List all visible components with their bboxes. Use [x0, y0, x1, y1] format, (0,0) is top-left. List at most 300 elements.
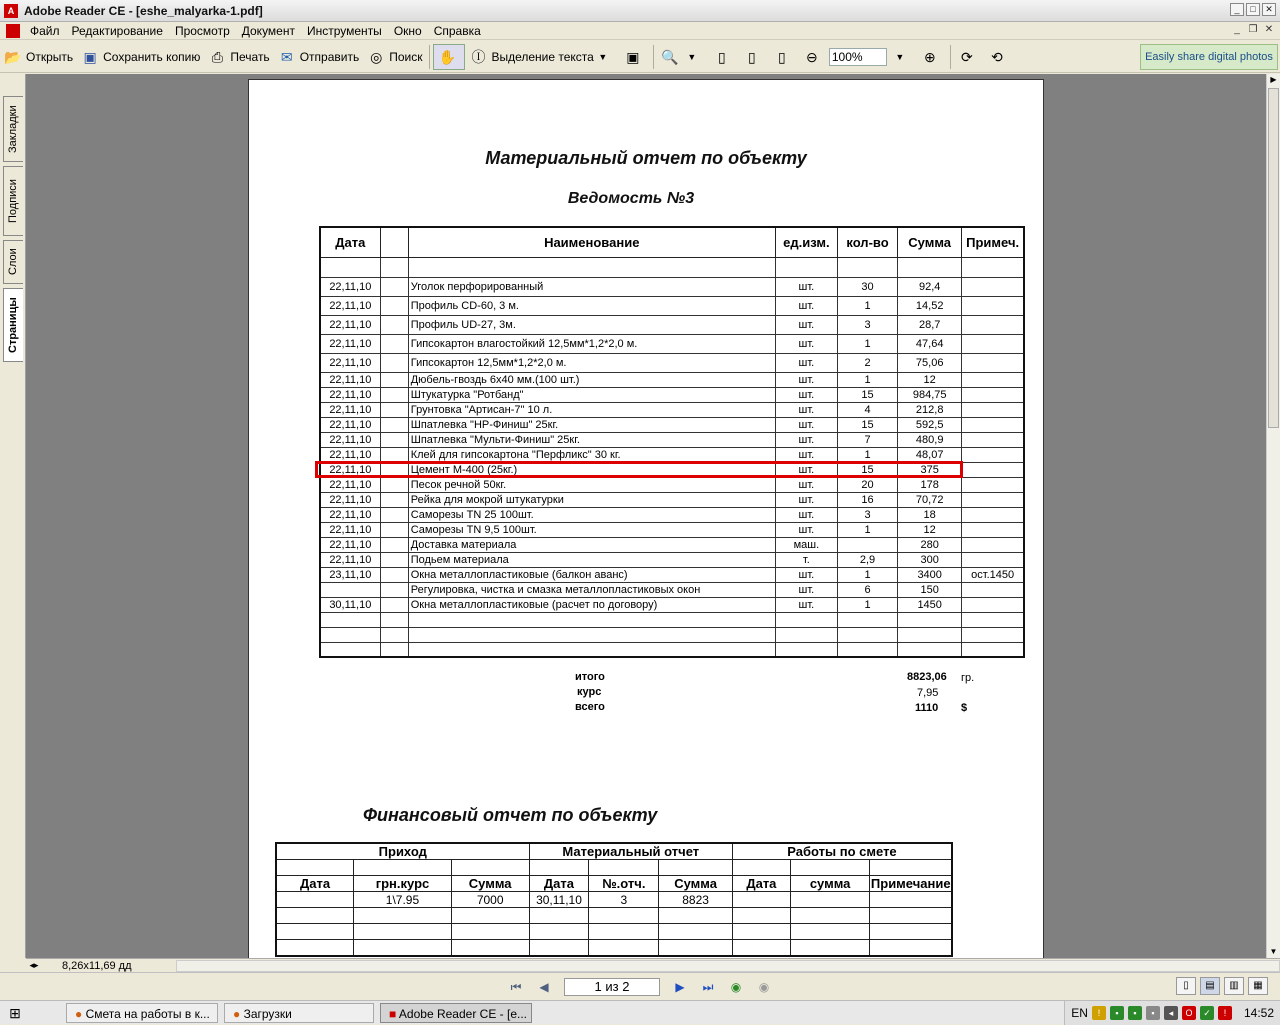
table-cell: 47,64 — [898, 334, 962, 353]
table-cell: 22,11,10 — [320, 277, 380, 296]
grand-total-label: всего — [575, 701, 605, 713]
menu-document[interactable]: Документ — [241, 23, 295, 38]
financial-table — [275, 842, 953, 957]
table-cell: 1 — [837, 567, 897, 582]
taskbar-item-adobe-reader[interactable] — [380, 1003, 532, 1023]
print-button[interactable] — [204, 44, 273, 70]
toolbar-separator — [950, 45, 951, 69]
group-material: Материальный отчет — [529, 843, 732, 860]
table-cell: 22,11,10 — [320, 296, 380, 315]
send-label: Отправить — [299, 49, 360, 64]
table-cell — [962, 372, 1024, 387]
table-row — [320, 522, 1024, 537]
zoom-tool-button[interactable] — [657, 44, 709, 70]
table-cell — [380, 334, 408, 353]
open-label: Открыть — [26, 49, 74, 64]
group-works: Работы по смете — [732, 843, 952, 860]
table-cell — [380, 315, 408, 334]
table-cell: шт. — [775, 447, 837, 462]
network-icon[interactable]: ▪ — [1110, 1006, 1124, 1020]
close-button[interactable]: ✕ — [1262, 3, 1276, 16]
table-cell: шт. — [775, 492, 837, 507]
navigation-panel-tabs — [0, 74, 26, 958]
table-row — [320, 627, 1024, 642]
table-cell — [380, 522, 408, 537]
table-cell: шт. — [775, 353, 837, 372]
zoom-in-button[interactable] — [917, 44, 947, 70]
table-cell: 3 — [837, 507, 897, 522]
taskbar-item-label: Загрузки — [243, 1006, 292, 1021]
table-cell: 22,11,10 — [320, 552, 380, 567]
table-cell: шт. — [775, 432, 837, 447]
table-row — [320, 552, 1024, 567]
table-cell — [380, 477, 408, 492]
fin-header-row — [276, 876, 952, 892]
table-cell — [380, 567, 408, 582]
table-cell: шт. — [775, 402, 837, 417]
table-cell: Доставка материала — [408, 537, 775, 552]
save-copy-label: Сохранить копию — [103, 49, 201, 64]
total-unit: гр. — [961, 672, 975, 684]
fin-group-row — [276, 843, 952, 860]
table-spacer-row — [320, 257, 1024, 277]
fin-cell: 8823 — [659, 892, 733, 908]
fin-col-work-date: Дата — [732, 876, 790, 892]
table-cell: маш. — [775, 537, 837, 552]
zoom-out-button[interactable] — [799, 44, 829, 70]
send-button[interactable] — [274, 44, 364, 70]
table-row — [320, 582, 1024, 597]
table-cell: 20 — [837, 477, 897, 492]
scroll-down-arrow[interactable]: ▼ — [1269, 947, 1278, 956]
table-cell: 22,11,10 — [320, 477, 380, 492]
page-icon: ▯ — [717, 48, 726, 65]
opera-icon[interactable]: O — [1182, 1006, 1196, 1020]
tab-layers[interactable]: Слои — [3, 240, 23, 284]
zoom-out-icon: ⊖ — [805, 48, 818, 65]
single-page-layout-button[interactable]: ▯ — [1176, 977, 1196, 995]
shield-icon[interactable]: ! — [1092, 1006, 1106, 1020]
table-cell — [962, 522, 1024, 537]
fit-width-button[interactable] — [769, 44, 799, 70]
table-cell — [962, 417, 1024, 432]
table-cell — [380, 402, 408, 417]
table-cell — [962, 552, 1024, 567]
system-tray — [1064, 1001, 1280, 1025]
language-indicator[interactable]: EN — [1071, 1006, 1088, 1020]
col-sum: Сумма — [898, 227, 962, 257]
table-cell: шт. — [775, 477, 837, 492]
tray-check-icon[interactable]: ✓ — [1200, 1006, 1214, 1020]
table-cell: 12 — [898, 372, 962, 387]
window-controls — [1230, 3, 1276, 16]
table-row — [320, 567, 1024, 582]
table-cell: Регулировка, чистка и смазка металлопластиковых окон — [408, 582, 775, 597]
table-row — [320, 507, 1024, 522]
menu-help[interactable]: Справка — [433, 23, 481, 38]
grand-total-unit: $ — [961, 702, 968, 714]
select-text-button[interactable] — [465, 44, 619, 70]
table-cell: 1 — [837, 447, 897, 462]
table-cell: 75,06 — [898, 353, 962, 372]
table-cell: Окна металлопластиковые (расчет по договору) — [408, 597, 775, 612]
table-cell: 15 — [837, 387, 897, 402]
report-subtitle: Ведомость №3 — [567, 190, 695, 207]
fin-col-report-no: №.отч. — [589, 876, 659, 892]
grand-total-value: 1110 — [915, 702, 939, 714]
floppy-icon: ▣ — [83, 48, 97, 65]
text-cursor-icon: Ⓘ — [471, 48, 486, 65]
actual-size-button[interactable] — [709, 44, 739, 70]
chevron-down-icon: ▼ — [598, 51, 608, 62]
taskbar-item-label: Смета на работы в к... — [85, 1006, 210, 1021]
fin-col-note: Примечание — [870, 876, 951, 891]
table-row — [320, 402, 1024, 417]
fin-col-work-sum: сумма — [790, 876, 870, 892]
col-date: Дата — [320, 227, 380, 257]
table-cell — [962, 432, 1024, 447]
rate-label: курс — [577, 686, 602, 698]
table-cell: 7 — [837, 432, 897, 447]
table-cell — [380, 552, 408, 567]
page-size-label: 8,26x11,69 дд — [62, 959, 132, 972]
table-row — [320, 417, 1024, 432]
zoom-dropdown[interactable] — [887, 44, 917, 70]
table-cell: 178 — [898, 477, 962, 492]
next-page-button[interactable]: ▶ — [675, 979, 685, 994]
continuous-facing-layout-button[interactable]: ▦ — [1248, 977, 1268, 995]
table-cell: 22,11,10 — [320, 537, 380, 552]
table-cell — [380, 417, 408, 432]
table-cell — [380, 582, 408, 597]
table-row — [276, 924, 952, 940]
table-cell — [962, 277, 1024, 296]
table-cell — [380, 372, 408, 387]
table-cell: 22,11,10 — [320, 522, 380, 537]
table-cell: 984,75 — [898, 387, 962, 402]
toolbar-separator — [653, 45, 654, 69]
magnifier-icon: 🔍 — [661, 48, 679, 65]
rate-value: 7,95 — [917, 687, 939, 699]
volume-icon[interactable]: ◂ — [1164, 1006, 1178, 1020]
taskbar-item-downloads[interactable] — [224, 1003, 374, 1023]
table-cell: 18 — [898, 507, 962, 522]
table-row — [320, 612, 1024, 627]
fit-page-icon: ▯ — [747, 48, 756, 65]
materials-table-body — [320, 257, 1024, 657]
table-row — [276, 892, 952, 908]
table-cell: 150 — [898, 582, 962, 597]
start-button[interactable]: ⊞ — [9, 1004, 21, 1021]
table-cell: Саморезы TN 9,5 100шт. — [408, 522, 775, 537]
table-cell: 22,11,10 — [320, 447, 380, 462]
table-cell — [962, 507, 1024, 522]
table-cell: 22,11,10 — [320, 334, 380, 353]
table-cell: 16 — [837, 492, 897, 507]
tray-tool-icon[interactable]: ▪ — [1146, 1006, 1160, 1020]
chevron-down-icon: ▼ — [895, 51, 905, 62]
table-cell: 1 — [837, 334, 897, 353]
table-cell: 1 — [837, 522, 897, 537]
doc-restore-button[interactable]: ❐ — [1248, 24, 1258, 35]
table-cell — [962, 402, 1024, 417]
table-row — [276, 940, 952, 956]
group-income: Приход — [276, 843, 529, 860]
doc-close-button[interactable]: ✕ — [1264, 24, 1274, 35]
fin-cell — [870, 892, 952, 908]
table-cell: Песок речной 50кг. — [408, 477, 775, 492]
table-cell: 480,9 — [898, 432, 962, 447]
table-cell — [380, 597, 408, 612]
table-cell: 23,11,10 — [320, 567, 380, 582]
pdf-page — [248, 79, 1044, 958]
table-cell: Цемент М-400 (25кг.) — [408, 462, 775, 477]
adobe-reader-icon: ■ — [389, 1006, 397, 1021]
table-cell: 22,11,10 — [320, 507, 380, 522]
table-cell: 28,7 — [898, 315, 962, 334]
col-blank — [380, 227, 408, 257]
firefox-icon: ● — [75, 1006, 83, 1021]
table-cell — [962, 462, 1024, 477]
fit-width-icon: ▯ — [777, 48, 786, 65]
page-layout-buttons — [1176, 977, 1268, 995]
folder-icon: 📂 — [4, 48, 22, 65]
open-button[interactable] — [0, 44, 77, 70]
chevron-down-icon: ▼ — [687, 51, 697, 62]
document-window-controls — [1230, 24, 1276, 37]
table-cell: 14,52 — [898, 296, 962, 315]
table-cell: шт. — [775, 417, 837, 432]
table-header-row — [320, 227, 1024, 257]
table-row — [320, 492, 1024, 507]
table-cell: Гипсокартон влагостойкий 12,5мм*1,2*2,0 м. — [408, 334, 775, 353]
table-cell: т. — [775, 552, 837, 567]
table-cell: 2,9 — [837, 552, 897, 567]
rotate-button[interactable] — [954, 44, 984, 70]
table-row — [320, 432, 1024, 447]
table-cell: шт. — [775, 462, 837, 477]
table-cell: 15 — [837, 417, 897, 432]
table-cell: 22,11,10 — [320, 353, 380, 372]
page-navigation-bar — [0, 972, 1280, 1000]
vertical-scrollbar[interactable] — [1266, 74, 1280, 958]
split-handle-icon[interactable]: ◂▸ — [29, 960, 39, 970]
table-cell — [962, 315, 1024, 334]
materials-table — [319, 226, 1025, 658]
minimize-button[interactable]: _ — [1230, 3, 1244, 16]
table-cell: 3400 — [898, 567, 962, 582]
table-cell — [962, 387, 1024, 402]
snapshot-button[interactable] — [620, 44, 650, 70]
table-row — [320, 277, 1024, 296]
search-button[interactable] — [363, 44, 426, 70]
continuous-layout-button[interactable]: ▤ — [1200, 977, 1220, 995]
table-cell: Окна металлопластиковые (балкон аванс) — [408, 567, 775, 582]
table-cell: Подьем материала — [408, 552, 775, 567]
previous-view-button[interactable]: ◉ — [730, 979, 742, 994]
clock: 14:52 — [1243, 1006, 1274, 1020]
table-cell: 1 — [837, 597, 897, 612]
tab-bookmarks[interactable]: Закладки — [3, 96, 23, 162]
table-cell: шт. — [775, 582, 837, 597]
rotate-left-button[interactable] — [984, 44, 1014, 70]
fin-cell: 3 — [589, 892, 659, 908]
table-row — [320, 296, 1024, 315]
table-cell — [962, 477, 1024, 492]
title-bar — [0, 0, 1280, 22]
table-cell — [380, 507, 408, 522]
table-cell: Профиль UD-27, 3м. — [408, 315, 775, 334]
table-cell: 2 — [837, 353, 897, 372]
tray-alert-icon[interactable]: ! — [1218, 1006, 1232, 1020]
firefox-icon: ● — [233, 1006, 241, 1021]
table-cell: Шпатлевка "НР-Финиш" 25кг. — [408, 417, 775, 432]
menu-edit[interactable]: Редактирование — [71, 23, 163, 38]
fin-col-rate: грн.курс — [354, 876, 452, 892]
scroll-thumb[interactable] — [1268, 88, 1279, 428]
window-title: Adobe Reader CE - [eshe_malyarka-1.pdf] — [24, 3, 263, 18]
previous-page-button[interactable]: ◀ — [539, 979, 549, 994]
table-row — [320, 537, 1024, 552]
email-icon: ✉ — [280, 48, 293, 65]
next-view-button[interactable]: ◉ — [758, 979, 770, 994]
table-cell: 6 — [837, 582, 897, 597]
fin-spacer-row — [276, 860, 952, 876]
table-cell: 22,11,10 — [320, 432, 380, 447]
menu-view[interactable]: Просмотр — [174, 23, 230, 38]
taskbar — [0, 1000, 1280, 1024]
table-cell — [962, 353, 1024, 372]
table-cell: 592,5 — [898, 417, 962, 432]
fin-cell: 30,11,10 — [529, 892, 589, 908]
tab-pages[interactable]: Страницы — [3, 288, 23, 362]
table-cell: 48,07 — [898, 447, 962, 462]
save-copy-button[interactable] — [77, 44, 204, 70]
fin-cell — [732, 892, 790, 908]
table-cell: 12 — [898, 522, 962, 537]
table-cell — [380, 277, 408, 296]
total-label: итого — [575, 671, 605, 683]
table-row — [320, 315, 1024, 334]
table-cell — [380, 353, 408, 372]
total-value: 8823,06 — [907, 671, 947, 683]
col-name: Наименование — [408, 227, 775, 257]
table-cell: 212,8 — [898, 402, 962, 417]
hand-tool-button[interactable] — [433, 44, 465, 70]
table-cell: 70,72 — [898, 492, 962, 507]
table-cell: 15 — [837, 462, 897, 477]
table-cell: 30,11,10 — [320, 597, 380, 612]
fin-col-mat-sum: Сумма — [659, 876, 733, 892]
table-cell — [962, 582, 1024, 597]
table-row — [320, 642, 1024, 657]
menu-tools[interactable]: Инструменты — [306, 23, 382, 38]
table-cell: Дюбель-гвоздь 6х40 мм.(100 шт.) — [408, 372, 775, 387]
first-page-button[interactable]: ⏮ — [510, 979, 522, 994]
table-row — [320, 353, 1024, 372]
maximize-button[interactable]: □ — [1246, 3, 1260, 16]
table-cell — [380, 296, 408, 315]
fin-cell: 7000 — [451, 892, 529, 908]
toolbar — [0, 41, 1280, 73]
horizontal-scrollbar[interactable] — [176, 960, 1280, 972]
table-row — [320, 462, 1024, 477]
taskbar-item-firefox-estimate[interactable] — [66, 1003, 218, 1023]
document-view[interactable] — [26, 74, 1266, 958]
table-cell: 375 — [898, 462, 962, 477]
search-label: Поиск — [389, 49, 423, 64]
table-cell — [962, 537, 1024, 552]
zoom-input[interactable]: 100% — [829, 48, 887, 66]
page-number-input[interactable]: 1 из 2 — [564, 978, 660, 996]
camera-icon: ▣ — [626, 48, 640, 65]
doc-minimize-button[interactable]: _ — [1234, 24, 1240, 35]
table-cell: Шпатлевка "Мульти-Финиш" 25кг. — [408, 432, 775, 447]
col-unit: ед.изм. — [775, 227, 837, 257]
table-cell: ост.1450 — [962, 567, 1024, 582]
menu-window[interactable]: Окно — [393, 23, 422, 38]
report-title: Материальный отчет по объекту — [485, 148, 807, 168]
table-cell: 1 — [837, 296, 897, 315]
table-cell — [380, 387, 408, 402]
fin-col-date: Дата — [276, 876, 354, 892]
table-cell — [380, 462, 408, 477]
facing-layout-button[interactable]: ▥ — [1224, 977, 1244, 995]
table-cell: 1450 — [898, 597, 962, 612]
fin-cell — [276, 892, 354, 908]
table-cell — [962, 334, 1024, 353]
table-cell: шт. — [775, 315, 837, 334]
table-cell — [962, 492, 1024, 507]
promo-button[interactable]: Easily share digital photos — [1140, 44, 1278, 70]
rotate-icon: ⟳ — [960, 48, 973, 65]
table-row — [320, 597, 1024, 612]
app-tray-icon[interactable]: ▪ — [1128, 1006, 1142, 1020]
table-cell: 30 — [837, 277, 897, 296]
document-menu-icon[interactable] — [6, 24, 20, 38]
table-cell: шт. — [775, 522, 837, 537]
menu-file[interactable]: Файл — [30, 23, 60, 38]
adobe-reader-icon: A — [4, 4, 18, 18]
taskbar-item-label: Adobe Reader CE - [e... — [398, 1006, 527, 1021]
table-cell — [837, 537, 897, 552]
table-cell: шт. — [775, 387, 837, 402]
rotate-left-icon: ⟲ — [990, 48, 1003, 65]
table-cell: Грунтовка "Артисан-7" 10 л. — [408, 402, 775, 417]
table-cell: шт. — [775, 567, 837, 582]
tab-signatures[interactable]: Подписи — [3, 166, 23, 236]
fin-col-mat-date: Дата — [529, 876, 589, 892]
fin-cell — [790, 892, 870, 908]
table-cell: Саморезы TN 25 100шт. — [408, 507, 775, 522]
table-row — [320, 477, 1024, 492]
table-cell: 4 — [837, 402, 897, 417]
table-cell: шт. — [775, 277, 837, 296]
table-cell: 22,11,10 — [320, 462, 380, 477]
select-text-label: Выделение текста — [491, 49, 594, 64]
table-cell — [320, 582, 380, 597]
scroll-up-arrow[interactable]: ▶ — [1270, 75, 1277, 84]
last-page-button[interactable]: ⏭ — [702, 979, 714, 994]
table-cell: Рейка для мокрой штукатурки — [408, 492, 775, 507]
status-bar — [26, 958, 1280, 972]
table-cell: 22,11,10 — [320, 417, 380, 432]
table-cell: 92,4 — [898, 277, 962, 296]
zoom-in-icon: ⊕ — [923, 48, 936, 65]
col-note: Примеч. — [962, 227, 1024, 257]
fit-page-button[interactable] — [739, 44, 769, 70]
fin-cell: 1\7.95 — [354, 892, 452, 908]
